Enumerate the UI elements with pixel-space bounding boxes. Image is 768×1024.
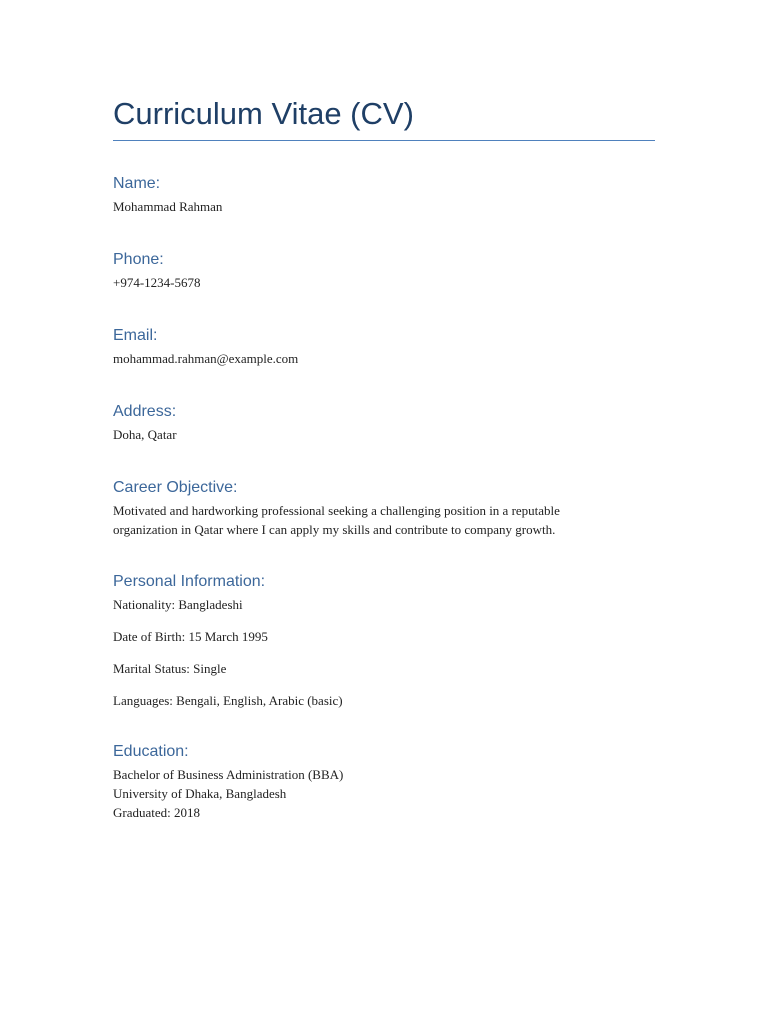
career-objective-line: organization in Qatar where I can apply my skills and contribute to company growth. bbox=[113, 522, 556, 537]
name-value: Mohammad Rahman bbox=[113, 199, 223, 214]
phone-heading: Phone: bbox=[113, 251, 164, 268]
career-objective-text bbox=[113, 501, 655, 539]
email-section bbox=[113, 326, 655, 368]
graduation-line: Graduated: 2018 bbox=[113, 805, 201, 820]
title-divider bbox=[113, 140, 655, 141]
education-heading: Education: bbox=[113, 743, 189, 760]
name-section bbox=[113, 174, 655, 216]
nationality-item: Nationality: Bangladeshi bbox=[113, 597, 243, 612]
university-line: University of Dhaka, Bangladesh bbox=[113, 786, 287, 801]
address-section bbox=[113, 402, 655, 444]
email-value: mohammad.rahman@example.com bbox=[113, 351, 299, 366]
name-heading: Name: bbox=[113, 175, 161, 192]
document-title: Curriculum Vitae (CV) bbox=[113, 96, 414, 131]
date-of-birth-item: Date of Birth: 15 March 1995 bbox=[113, 629, 268, 644]
degree-line: Bachelor of Business Administration (BBA) bbox=[113, 767, 344, 782]
education-section bbox=[113, 742, 655, 822]
marital-status-item: Marital Status: Single bbox=[113, 661, 227, 676]
career-objective-line: Motivated and hardworking professional seeking a challenging position in a reputable bbox=[113, 503, 560, 518]
personal-information-list bbox=[113, 595, 655, 710]
phone-section bbox=[113, 250, 655, 292]
phone-value: +974-1234-5678 bbox=[113, 275, 201, 290]
email-heading: Email: bbox=[113, 327, 158, 344]
career-objective-heading: Career Objective: bbox=[113, 479, 238, 496]
address-heading: Address: bbox=[113, 403, 177, 420]
education-details bbox=[113, 765, 655, 822]
document-page bbox=[113, 94, 655, 822]
address-value: Doha, Qatar bbox=[113, 427, 177, 442]
personal-information-section bbox=[113, 572, 655, 710]
career-objective-section bbox=[113, 478, 655, 539]
languages-item: Languages: Bengali, English, Arabic (basic) bbox=[113, 693, 343, 708]
personal-information-heading: Personal Information: bbox=[113, 573, 266, 590]
